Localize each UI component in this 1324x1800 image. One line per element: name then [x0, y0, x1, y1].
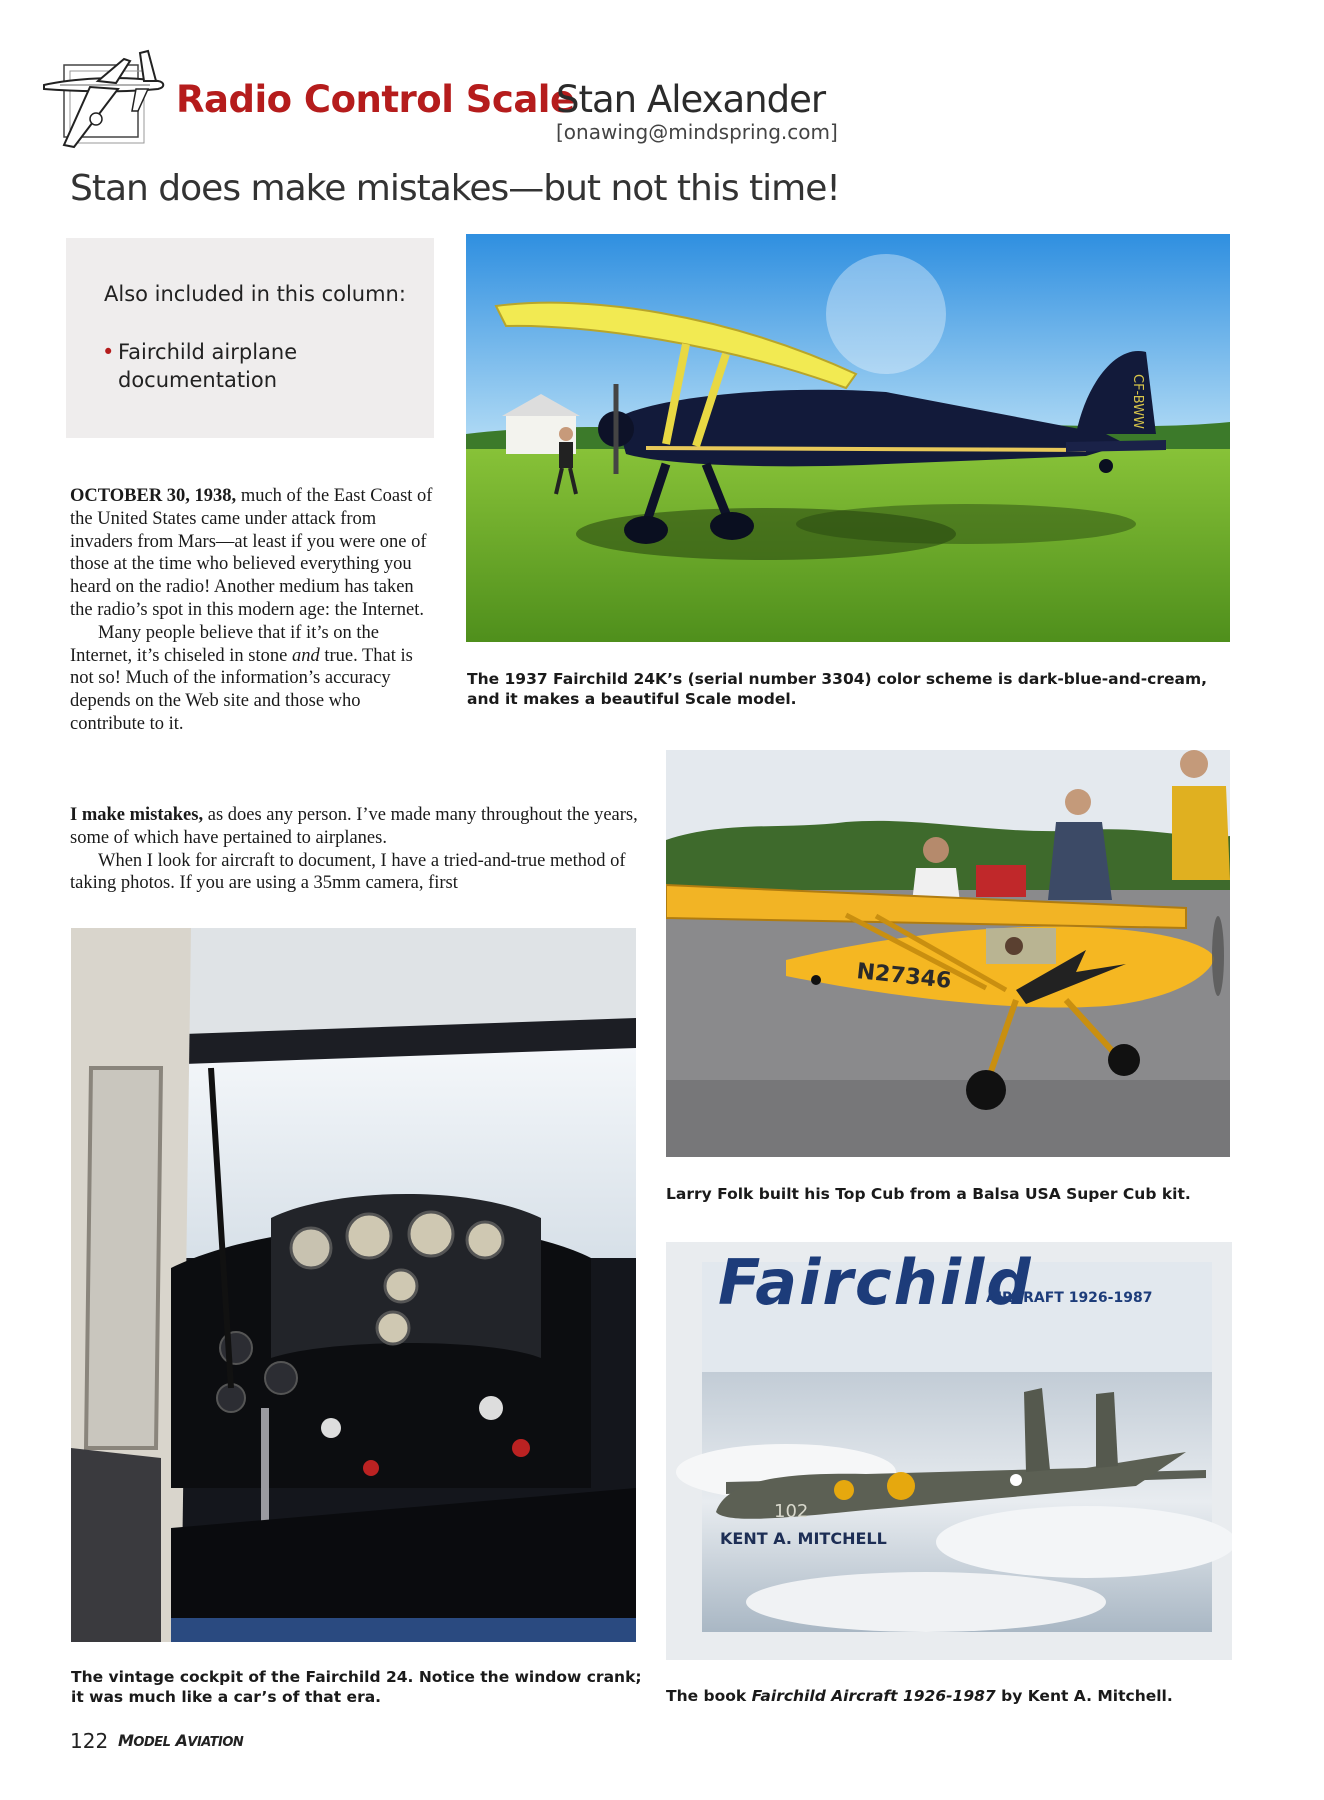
paragraph-text: as does any person. I’ve made many throughout the years, some of which have pertained to airplanes.: [70, 805, 638, 848]
book-cover-title: Fairchild: [718, 1246, 1033, 1319]
article-paragraph-3: [70, 804, 640, 850]
magazine-initial: A: [175, 1731, 188, 1750]
page-number: 122: [70, 1729, 109, 1753]
author-email[interactable]: [onawing@mindspring.com]: [556, 120, 838, 144]
magazine-initial: M: [118, 1731, 134, 1750]
article-paragraph-4: When I look for aircraft to document, I have a tried-and-true method of taking photos. If you are using a 35mm camera, first: [70, 850, 626, 894]
caption-book: [666, 1686, 1226, 1706]
sidebar-item-label: Fairchild airplane documentation: [118, 340, 298, 392]
magazine-word: ODEL: [133, 1735, 171, 1750]
author-name: Stan Alexander: [556, 78, 826, 121]
registration-mark: N27346: [855, 959, 953, 994]
photo-top-cub: [666, 750, 1230, 1157]
caption-fairchild-24k: The 1937 Fairchild 24K’s (serial number 3304) color scheme is dark-blue-and-cream, and it makes a beautiful Scale model.: [467, 670, 1208, 708]
book-cover-author: KENT A. MITCHELL: [720, 1529, 887, 1548]
caption-text: by Kent A. Mitchell.: [995, 1687, 1173, 1705]
article-headline: Stan does make mistakes—but not this time!: [70, 168, 840, 209]
magazine-name: [118, 1731, 243, 1750]
article-column-1: [70, 485, 440, 736]
article-paragraph-2: [70, 622, 440, 736]
emphasis-text: and: [291, 645, 320, 666]
photo-cockpit: [71, 928, 636, 1642]
paragraph-text: Many people believe that if it’s on the Internet, it’s chiseled in stone: [70, 622, 380, 666]
column-logo: [40, 45, 180, 157]
bullet-icon: •: [102, 340, 115, 364]
book-cover-subtitle: AIRCRAFT 1926-1987: [986, 1290, 1153, 1306]
photo-fairchild-24k: [466, 234, 1230, 642]
airplane-logo-icon: [40, 45, 180, 157]
column-title: Radio Control Scale: [176, 78, 575, 121]
paragraph-text: much of the East Coast of the United States came under attack from invaders from Mars—at least if you were one of those at the time who believed everything you heard on the radio! Another medium has taken the radio’s spot in this modern age: the Internet.: [70, 486, 433, 620]
registration-mark: CF-BWW: [1130, 374, 1145, 429]
sidebar-box: [66, 238, 434, 438]
sidebar-list-item: [102, 338, 418, 394]
magazine-word: VIATION: [187, 1735, 244, 1750]
aircraft-number: 102: [774, 1501, 809, 1522]
article-paragraph-1: [70, 485, 440, 622]
caption-cockpit: The vintage cockpit of the Fairchild 24. Notice the window crank; it was much like a car’s of that era.: [71, 1668, 642, 1706]
article-column-2: [70, 804, 640, 895]
sidebar-heading: Also included in this column:: [104, 282, 406, 306]
caption-top-cub: Larry Folk built his Top Cub from a Balsa USA Super Cub kit.: [666, 1185, 1191, 1203]
paragraph-lead: OCTOBER 30, 1938,: [70, 486, 237, 506]
caption-text: The book: [666, 1687, 752, 1705]
book-title-text: Fairchild Aircraft 1926-1987: [751, 1687, 996, 1705]
paragraph-lead: I make mistakes,: [70, 805, 204, 825]
paragraph-text: true. That is not so! Much of the information’s accuracy depends on the Web site and those who contribute to it.: [70, 645, 413, 734]
photo-book-cover: [666, 1242, 1232, 1660]
